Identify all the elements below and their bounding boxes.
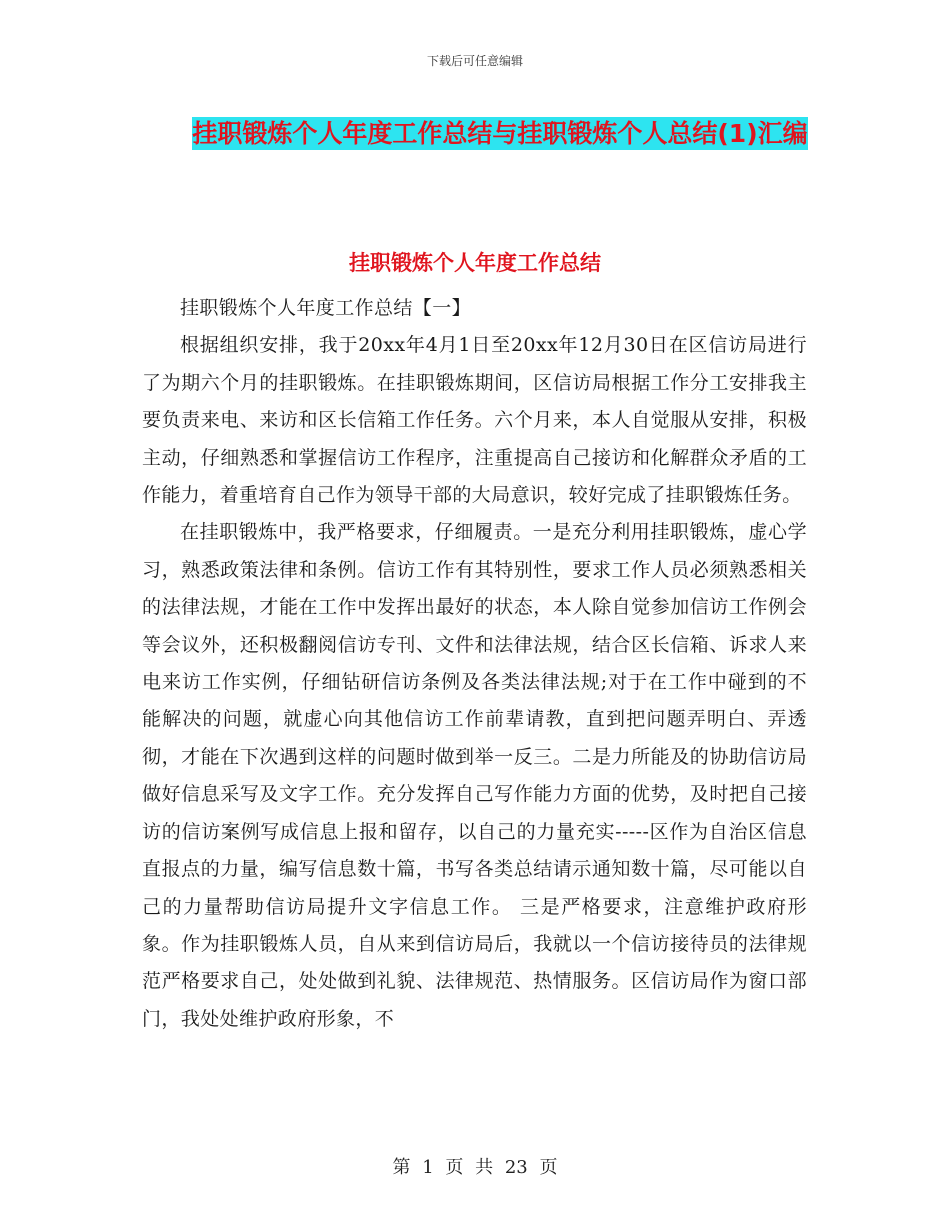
document-title-text: 挂职锻炼个人年度工作总结与挂职锻炼个人总结(1)汇编 bbox=[192, 119, 808, 148]
paragraph: 在挂职锻炼中，我严格要求，仔细履责。一是充分利用挂职锻炼，虚心学习，熟悉政策法律和条例。信访工作有其特别性，要求工作人员必须熟悉相关的法律法规，才能在工作中发挥出最好的状态，本人除自觉参加信访工作例会等会议外，还积极翻阅信访专刊、文件和法律法规，结合区长信箱、诉求人来电来访工作实例，仔细钻研信访条例及各类法律法规;对于在工作中碰到的不能解决的问题，就虚心向其他信访工作前辈请教，直到把问题弄明白、弄透彻，才能在下次遇到这样的问题时做到举一反三。二是力所能及的协助信访局做好信息采写及文字工作。充分发挥自己写作能力方面的优势，及时把自己接访的信访案例写成信息上报和留存，以自己的力量充实-----区作为自治区信息直报点的力量，编写信息数十篇，书写各类总结请示通知数十篇，尽可能以自己的力量帮助信访局提升文字信息工作。 三是严格要求，注意维护政府形象。作为挂职锻炼人员，自从来到信访局后，我就以一个信访接待员的法律规范严格要求自己，处处做到礼貌、法律规范、热情服务。区信访局作为窗口部门，我处处维护政府形象，不 bbox=[142, 521, 807, 1030]
document-body bbox=[142, 290, 807, 1038]
paragraph: 根据组织安排，我于20xx年4月1日至20xx年12月30日在区信访局进行了为期六个月的挂职锻炼。在挂职锻炼期间，区信访局根据工作分工安排我主要负责来电、来访和区长信箱工作任务。六个月来，本人自觉服从安排，积极主动，仔细熟悉和掌握信访工作程序，注重提高自己接访和化解群众矛盾的工作能力，着重培育自己作为领导干部的大局意识，较好完成了挂职锻炼任务。 bbox=[142, 334, 807, 507]
page-number-footer: 第 1 页 共 23 页 bbox=[392, 1157, 558, 1178]
document-title bbox=[185, 112, 815, 156]
paragraph-subheading: 挂职锻炼个人年度工作总结【一】 bbox=[180, 297, 472, 319]
page-header-note: 下载后可任意编辑 bbox=[426, 54, 523, 68]
section-title: 挂职锻炼个人年度工作总结 bbox=[349, 251, 601, 275]
